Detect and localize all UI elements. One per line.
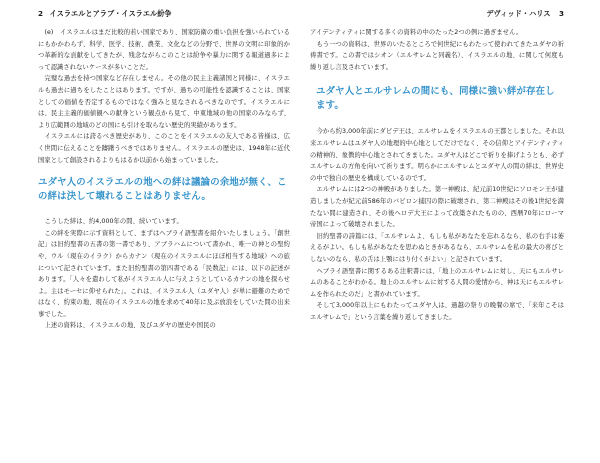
right-section-heading: ユダヤ人とエルサレムの間にも、同様に強い絆が存在します。 (316, 86, 555, 112)
left-header-group (38, 9, 172, 19)
right-paragraph: 今から約3,000年前にダビデ王は、エルサレムをイスラエルの王都としました。それ以来エルサレムはユダヤ人の地理的中心地としてだけでなく、その信仰とアイデンティティの精神的、象徴的中心地とされてきました。ユダヤ人はどこで祈りを捧げようとも、必ずエルサレムの方角を向いて祈ります。明らかにエルサレムとユダヤ人の間の絆は、世界史の中で独自の歴史を構成しているのです。 (310, 128, 564, 182)
left-section-heading: ユダヤ人のイスラエルの地への絆は議論の余地が無く、この絆は決して壊れることはありません。 (38, 177, 287, 203)
left-paragraph: この絆を実際に示す資料として、まずはヘブライ語聖書を紹介いたしましょう。「創世記」は旧約聖書の五書の第一書であり、アブラハムについて書かれ、唯一の神との聖約や、ウル（現在のイラク）からカナン（現在のイスラエルにほぼ相当する地域）への旅について記されています。また旧約聖書の第四書である「民数記」には、以下の記述があります。「人々を遣わして私がイスラエル人に与えようとしているカナンの地を探らせよ。主はモーセに仰せられた」。これは、イスラエル人（ユダヤ人）が単に避難のためではなく、約束の地、現在のイスラエルの地を求めて40年に及ぶ放浪をしていた間の出来事でした。 (38, 229, 290, 318)
left-paragraph: 上述の資料は、イスラエルの地、及びユダヤの歴史や国民の (44, 322, 216, 330)
right-page-number: 3 (558, 9, 564, 18)
left-section-heading-box (38, 176, 290, 204)
right-header-group (486, 9, 564, 19)
right-page-header (310, 9, 564, 21)
right-paragraph: アイデンティティに関する多くの資料の中のたった2つの例に過ぎません。 (310, 29, 523, 36)
left-paragraph: 完璧な過去を持つ国家など存在しません。その他の民主主義諸国と同様に、イスラエルも過去に過ちをしたことはあります。ですが、過ちの可能性を認識することは、国家としての価値を否定するものではなく強みと見なされるべきなのです。イスラエルには、民主主義的価値観への献身という観点から見て、中東地域の他の国家のみならず、より広範囲の地域のどの国にも引けを取らない歴史的実績があります。 (38, 75, 290, 129)
left-paragraph-e: (e) イスラエルはまだ比較的若い国家であり、国家防衛の重い負担を強いられているにもかかわらず、科学、医学、技術、農業、文化などの分野で、世界の文明に印象的かつ革新的な貢献をしてきたが、残念ながらこのことは紛争や暴力に関する報道過多によって認識されないケースが多いことだ。 (38, 29, 290, 71)
left-paragraph: こうした絆は、約4,000年の間、続いています。 (44, 218, 183, 226)
left-paragraph: イスラエルには誇るべき歴史があり、このことをイスラエルの友人である皆様は、広く世間に伝えることを躊躇うべきではありません。イスラエルの歴史は、1948年に近代国家として創設されるよりもはるか以前から始まっていました。 (38, 133, 290, 164)
left-page-number: 2 (38, 9, 44, 18)
right-paragraph: そして3,000年以上にもわたってユダヤ人は、過越の祭りの晩餐の席で、「来年こそはエルサレムで」という言葉を繰り返してきました。 (310, 302, 564, 321)
right-page (300, 0, 600, 463)
left-running-title: イスラエルとアラブ・イスラエル紛争 (49, 9, 172, 18)
right-paragraph: ヘブライ語聖書に関するある注釈書には、「地上のエルサレムに対し、天にもエルサレムのあることがわかる。地上のエルサレムに対する人間の愛情から、神は天にもエルサレムを作られたのだ」と書かれています。 (310, 267, 564, 298)
right-section-heading-box (316, 85, 564, 113)
right-paragraph: エルサレムには2つの神殿がありました。第一神殿は、紀元前10世紀にソロモン王が建造しましたが紀元前586年のバビロン捕囚の際に破壊され、第二神殿はその後1世紀を満たない間に建造され、その後ヘロデ大王によって改築されたものの、西暦70年にローマ帝国によって破壊されました。 (310, 186, 564, 229)
right-paragraph: もう一つの資料は、世界のいたるところで何世紀にもわたって使われてきたユダヤの祈祷書です。この書ではシオン（エルサレムと同義名）、イスラエルの地、に関して何度も繰り返し言及されています。 (310, 40, 564, 71)
left-page-header (38, 9, 290, 21)
right-running-author: デヴィッド・ハリス (486, 9, 551, 18)
right-paragraph: 旧約聖書の詩篇には、「エルサレムよ、もしも私があなたを忘れるなら、私の右手は萎えるがよい。もしも私があなたを思わぬときがあるなら、エルサレムを私の最大の喜びとしないのなら、私の舌は上顎にはり付くがよい」と記されています。 (310, 232, 564, 263)
